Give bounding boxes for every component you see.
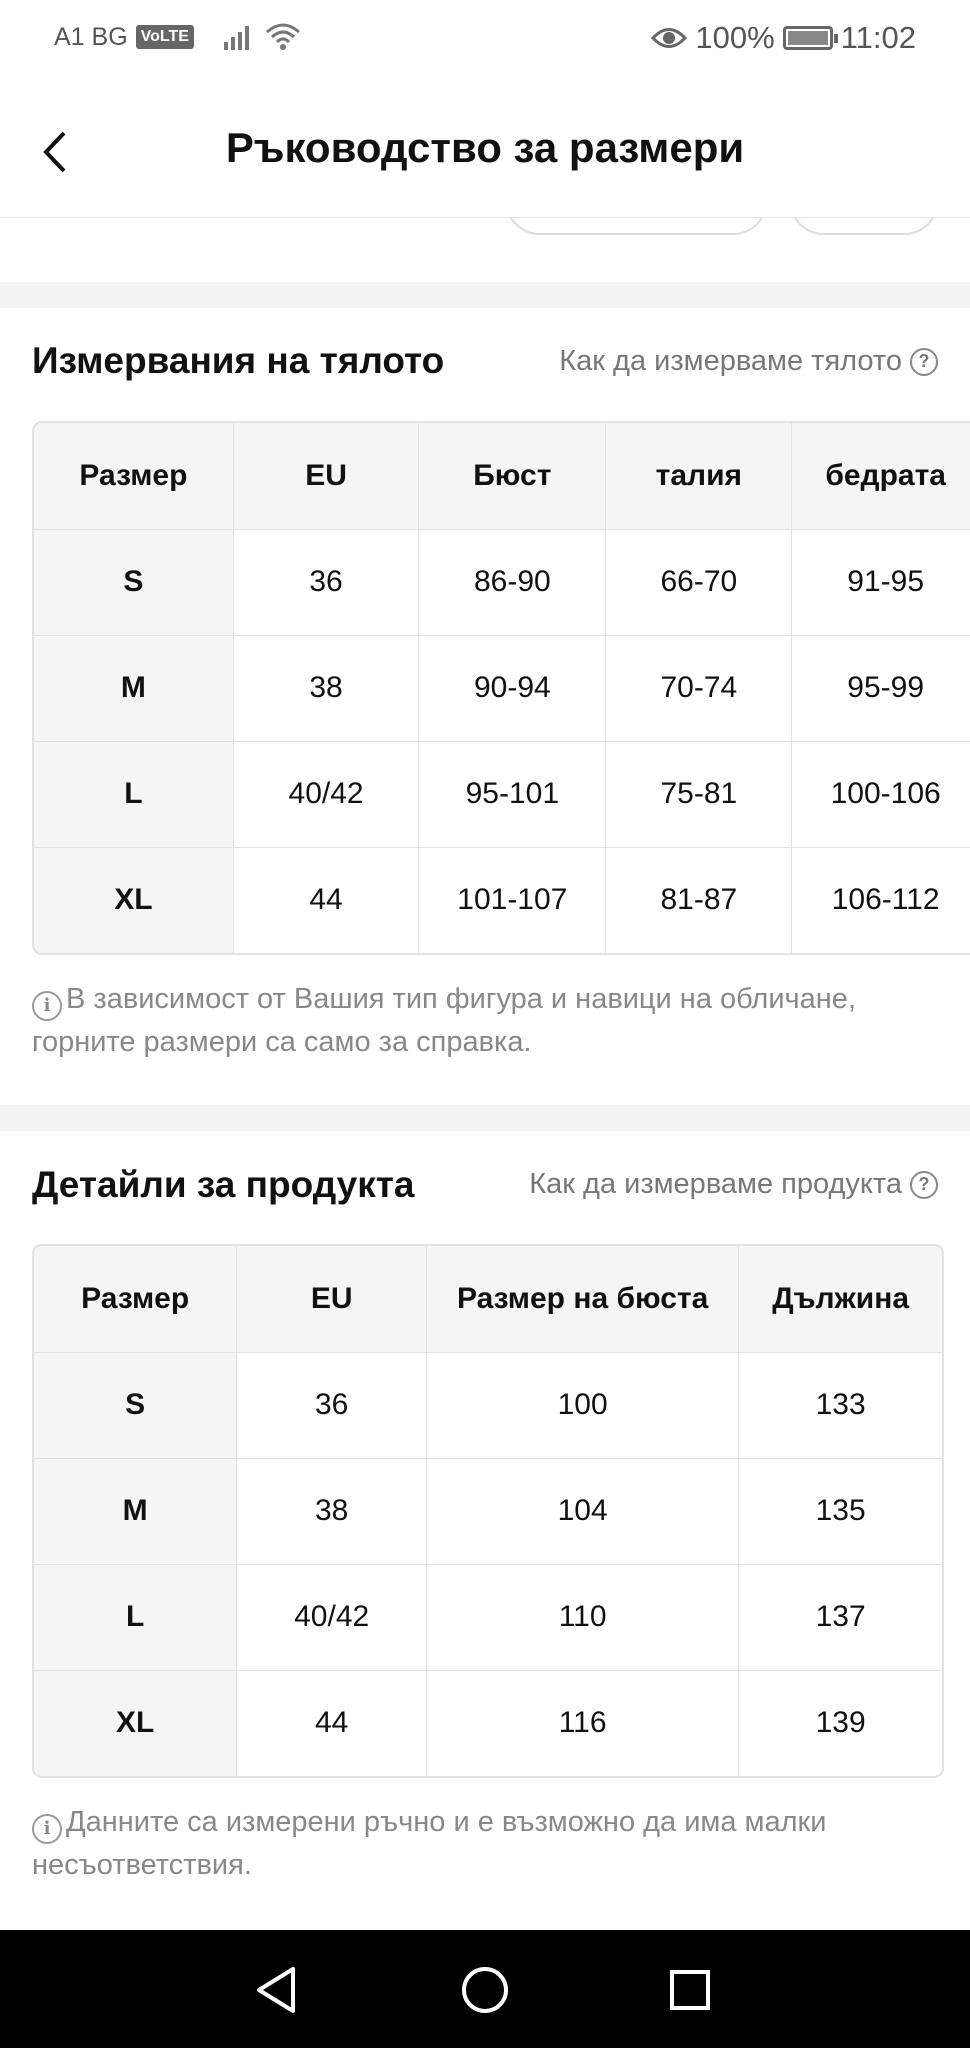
- table-cell: 90-94: [419, 635, 606, 741]
- table-row: [34, 635, 970, 741]
- table-cell: 110: [426, 1564, 738, 1670]
- product-table: [34, 1246, 942, 1776]
- body-measurements-table: [32, 421, 970, 955]
- square-recents-icon: [668, 1968, 712, 2012]
- column-header: EU: [233, 423, 418, 529]
- wifi-icon: [265, 22, 301, 52]
- table-cell: 133: [739, 1352, 942, 1458]
- size-cell: L: [34, 1564, 237, 1670]
- table-cell: 95-99: [792, 635, 970, 741]
- status-right: [651, 20, 916, 56]
- table-row: [34, 1458, 942, 1564]
- carrier-label: A1 BG: [54, 22, 128, 51]
- table-cell: 44: [233, 847, 418, 953]
- table-cell: 44: [237, 1670, 427, 1776]
- column-header: Размер: [34, 1246, 237, 1352]
- nav-home-button[interactable]: [455, 1960, 515, 2020]
- table-cell: 135: [739, 1458, 942, 1564]
- question-circle-icon: ?: [910, 1171, 938, 1199]
- table-row: [34, 1564, 942, 1670]
- table-row: [34, 741, 970, 847]
- table-row: [34, 1670, 942, 1776]
- table-cell: 40/42: [237, 1564, 427, 1670]
- battery-icon: [783, 26, 833, 50]
- circle-home-icon: [460, 1965, 510, 2015]
- table-cell: 40/42: [233, 741, 418, 847]
- table-cell: 38: [233, 635, 418, 741]
- table-cell: 139: [815, 1706, 866, 1740]
- section-divider: [0, 282, 970, 308]
- table-cell: 101-107: [419, 847, 606, 953]
- product-details-note: [32, 1801, 942, 1886]
- eye-icon: [651, 25, 687, 51]
- column-header: EU: [237, 1246, 427, 1352]
- table-row: [34, 847, 970, 953]
- table-cell: 36: [237, 1352, 427, 1458]
- status-bar: [0, 0, 970, 82]
- table-cell: 38: [237, 1458, 427, 1564]
- nav-recents-button[interactable]: [660, 1960, 720, 2020]
- signal-icon: [224, 24, 249, 50]
- product-details-table: [32, 1244, 944, 1778]
- table-cell: 81-87: [606, 847, 792, 953]
- page-title: Ръководство за размери: [225, 124, 745, 171]
- table-cell: 95-101: [419, 741, 606, 847]
- battery-percent: 100%: [695, 20, 775, 55]
- how-to-measure-product-link[interactable]: [529, 1168, 938, 1201]
- size-cell: S: [34, 1352, 237, 1458]
- info-circle-icon: i: [32, 991, 62, 1021]
- product-details-title: Детайли за продукта: [32, 1164, 415, 1205]
- table-cell: 100: [426, 1352, 738, 1458]
- column-header: Дължина: [739, 1246, 942, 1352]
- help-link-label: Как да измерваме продукта: [529, 1168, 902, 1200]
- note-text: Данните са измерени ръчно и е възможно да има малки несъответствия.: [32, 1806, 827, 1881]
- table-cell: 104: [426, 1458, 738, 1564]
- volte-badge: VoLTE: [136, 25, 194, 49]
- nav-back-button[interactable]: [247, 1960, 307, 2020]
- clock: 11:02: [840, 20, 916, 55]
- body-table: [34, 423, 970, 953]
- table-cell: 137: [739, 1564, 942, 1670]
- question-circle-icon: ?: [910, 348, 938, 376]
- size-cell: XL: [34, 1670, 237, 1776]
- size-cell: S: [34, 529, 233, 635]
- table-cell: 91-95: [792, 529, 970, 635]
- size-cell: M: [34, 1458, 237, 1564]
- size-cell: L: [34, 741, 233, 847]
- table-header-row: [34, 423, 970, 529]
- size-cell: M: [34, 635, 233, 741]
- column-header: Бюст: [419, 423, 606, 529]
- triangle-back-icon: [253, 1965, 301, 2015]
- table-cell: 66-70: [606, 529, 792, 635]
- body-measurements-note: [32, 978, 942, 1063]
- size-cell: XL: [34, 847, 233, 953]
- status-left: [54, 22, 301, 52]
- info-circle-icon: i: [32, 1814, 62, 1844]
- header: [0, 82, 970, 218]
- table-cell: 70-74: [606, 635, 792, 741]
- column-header: Размер: [34, 423, 233, 529]
- table-row: [34, 1352, 942, 1458]
- body-measurements-title: Измервания на тялото: [32, 340, 445, 381]
- table-header-row: [34, 1246, 942, 1352]
- note-text: В зависимост от Вашия тип фигура и навици на обличане, горните размери са само за справка.: [32, 983, 856, 1058]
- table-row: [34, 529, 970, 635]
- table-cell: 116: [426, 1670, 738, 1776]
- table-cell: 86-90: [419, 529, 606, 635]
- table-cell: 36: [233, 529, 418, 635]
- help-link-label: Как да измерваме тялото: [559, 345, 902, 377]
- section-divider: [0, 1105, 970, 1131]
- system-nav-bar: [0, 1930, 970, 2048]
- table-cell: 75-81: [606, 741, 792, 847]
- column-header: талия: [606, 423, 792, 529]
- how-to-measure-body-link[interactable]: [559, 345, 938, 378]
- table-cell: 106-112: [792, 847, 970, 953]
- table-cell: 100-106: [792, 741, 970, 847]
- column-header: Размер на бюста: [426, 1246, 738, 1352]
- column-header: бедрата: [792, 423, 970, 529]
